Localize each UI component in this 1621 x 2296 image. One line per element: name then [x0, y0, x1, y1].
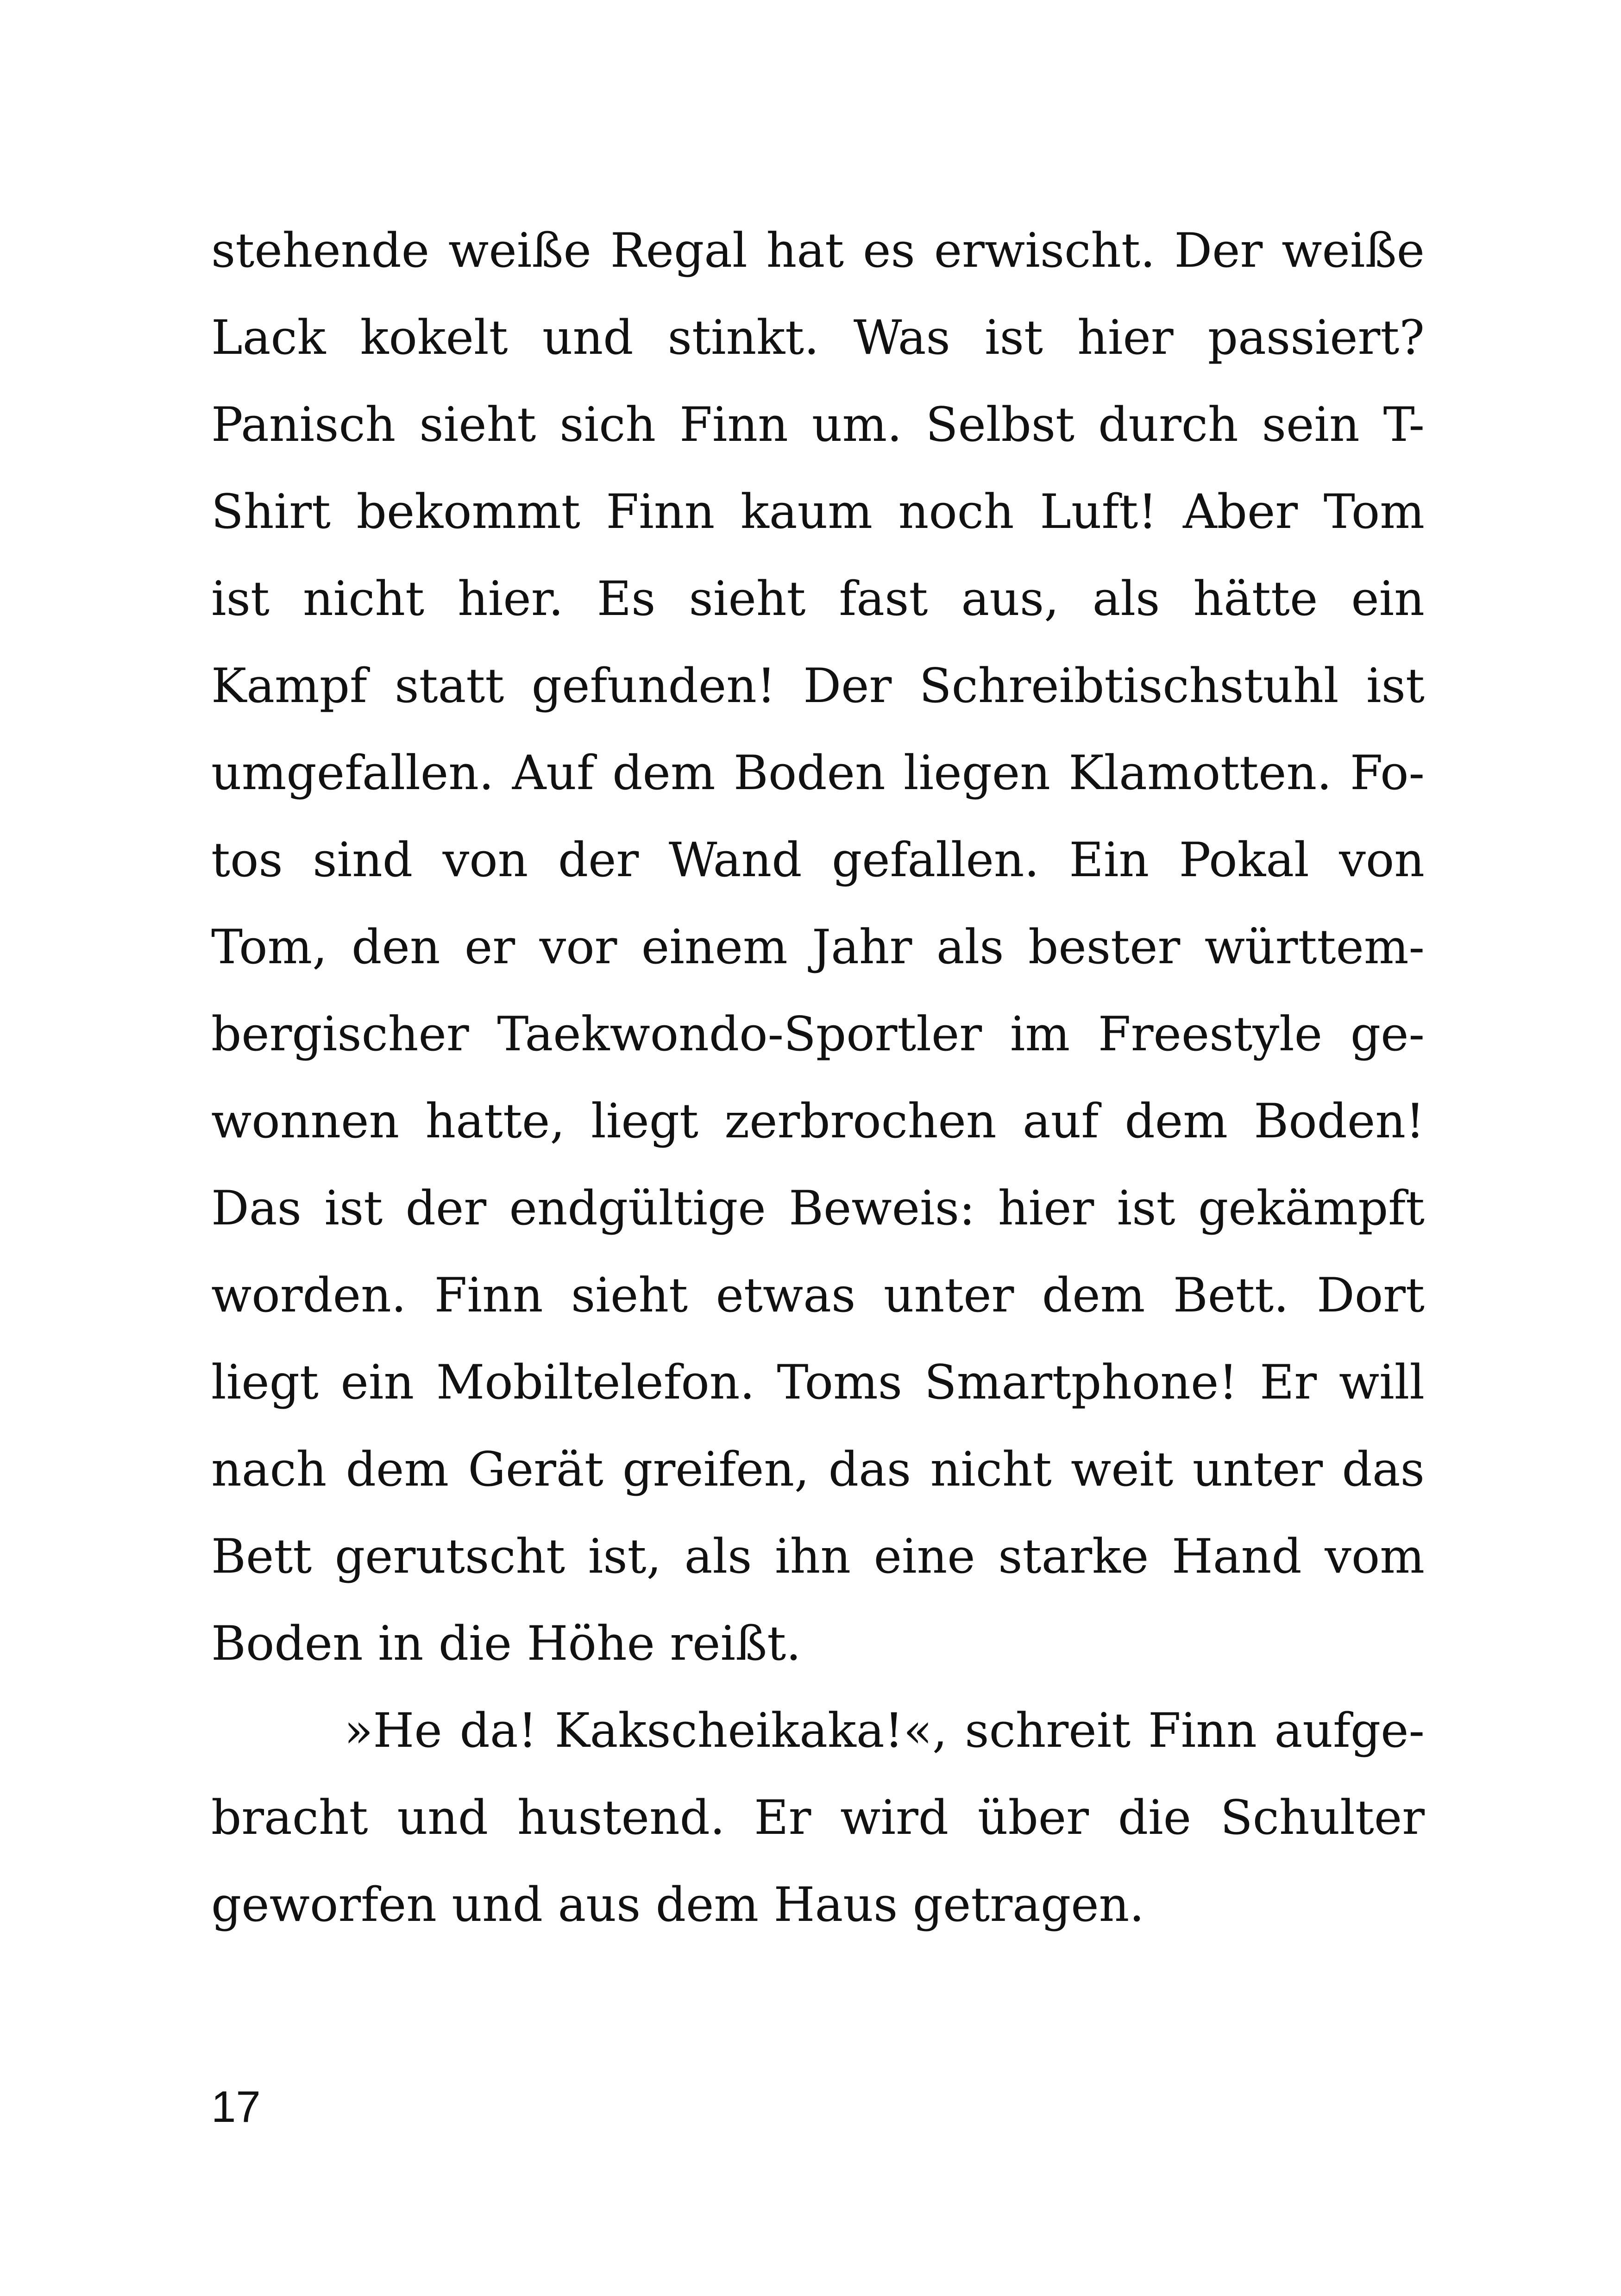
text-line: ist nicht hier. Es sieht fast aus, als hätte ein [211, 571, 1425, 627]
text-line: Shirt bekommt Finn kaum noch Luft! Aber Tom [211, 484, 1425, 539]
text-line: nach dem Gerät greifen, das nicht weit unter das [211, 1442, 1425, 1497]
text-line: Das ist der endgültige Beweis: hier ist gekämpft [211, 1181, 1425, 1236]
text-line: wonnen hatte, liegt zerbrochen auf dem Boden! [211, 1094, 1425, 1149]
text-line: »He da! Kakscheikaka!«, schreit Finn aufge- [344, 1703, 1425, 1758]
text-line: tos sind von der Wand gefallen. Ein Pokal von [211, 833, 1425, 888]
body-text [211, 207, 1425, 1949]
text-line: Tom, den er vor einem Jahr als bester württem- [211, 920, 1425, 975]
text-line: geworfen und aus dem Haus getragen. [211, 1877, 1144, 1932]
text-line: bergischer Taekwondo-Sportler im Freestyle ge- [211, 1007, 1425, 1062]
text-line: stehende weiße Regal hat es erwischt. Der weiße [211, 223, 1425, 278]
text-line: Boden in die Höhe reißt. [211, 1616, 801, 1671]
text-line: Kampf statt gefunden! Der Schreibtischstuhl ist [211, 659, 1425, 714]
text-line: Lack kokelt und stinkt. Was ist hier passiert? [211, 310, 1425, 365]
page-number: 17 [211, 2082, 261, 2132]
text-line: Panisch sieht sich Finn um. Selbst durch sein T- [211, 397, 1425, 452]
text-line: worden. Finn sieht etwas unter dem Bett. Dort [211, 1268, 1425, 1323]
text-line: Bett gerutscht ist, als ihn eine starke Hand vom [211, 1529, 1425, 1584]
text-line: bracht und hustend. Er wird über die Schulter [211, 1790, 1425, 1845]
text-line: umgefallen. Auf dem Boden liegen Klamotten. Fo- [211, 746, 1425, 801]
text-line: liegt ein Mobiltelefon. Toms Smartphone! Er will [211, 1355, 1425, 1410]
